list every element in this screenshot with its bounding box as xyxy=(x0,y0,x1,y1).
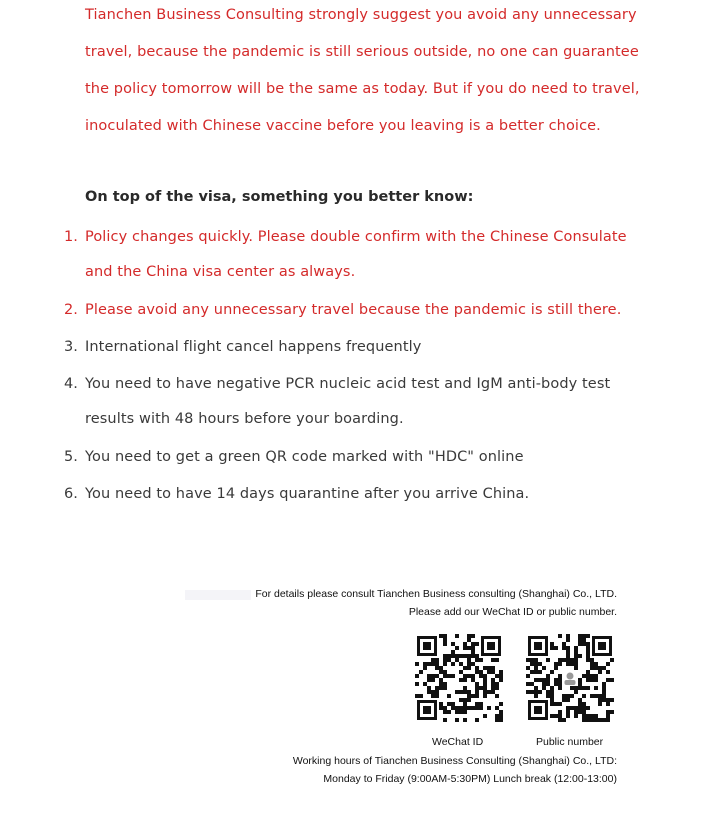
list-item: You need to have negative PCR nucleic acid test and IgM anti-body test xyxy=(85,376,611,392)
list-item: Policy changes quickly. Please double confirm with the Chinese Consulate xyxy=(85,229,627,245)
list-number: 6. xyxy=(64,486,78,502)
list-item: Please avoid any unnecessary travel because the pandemic is still there. xyxy=(85,302,622,318)
section-heading: On top of the visa, something you better know: xyxy=(85,189,474,205)
add-wechat-text: Please add our WeChat ID or public number. xyxy=(408,606,617,618)
list-number: 2. xyxy=(64,302,78,318)
list-number: 5. xyxy=(64,449,78,465)
list-number: 3. xyxy=(64,339,78,355)
intro-line: the policy tomorrow will be the same as today. But if you do need to travel, xyxy=(85,81,640,97)
intro-line: travel, because the pandemic is still serious outside, no one can guarantee xyxy=(85,44,639,60)
intro-line: inoculated with Chinese vaccine before you leaving is a better choice. xyxy=(85,118,601,134)
list-number: 4. xyxy=(64,376,78,392)
wechat-qr-code-icon xyxy=(415,634,503,722)
list-item-continuation: and the China visa center as always. xyxy=(85,264,356,280)
public-number-qr-code-icon xyxy=(526,634,614,722)
list-item-continuation: results with 48 hours before your boarding. xyxy=(85,411,404,427)
consult-text: For details please consult Tianchen Business consulting (Shanghai) Co., LTD. xyxy=(255,588,617,600)
list-number: 1. xyxy=(64,229,78,245)
public-number-label: Public number xyxy=(536,736,604,748)
wechat-id-label: WeChat ID xyxy=(432,736,484,748)
working-hours-title: Working hours of Tianchen Business Consulting (Shanghai) Co., LTD: xyxy=(292,755,617,767)
intro-line: Tianchen Business Consulting strongly suggest you avoid any unnecessary xyxy=(85,7,637,23)
faint-highlight-bar xyxy=(185,590,251,600)
list-item: International flight cancel happens frequently xyxy=(85,339,422,355)
list-item: You need to have 14 days quarantine after you arrive China. xyxy=(85,486,530,502)
working-hours-text: Monday to Friday (9:00AM-5:30PM) Lunch break (12:00-13:00) xyxy=(323,773,617,785)
list-item: You need to get a green QR code marked with "HDC" online xyxy=(85,449,524,465)
